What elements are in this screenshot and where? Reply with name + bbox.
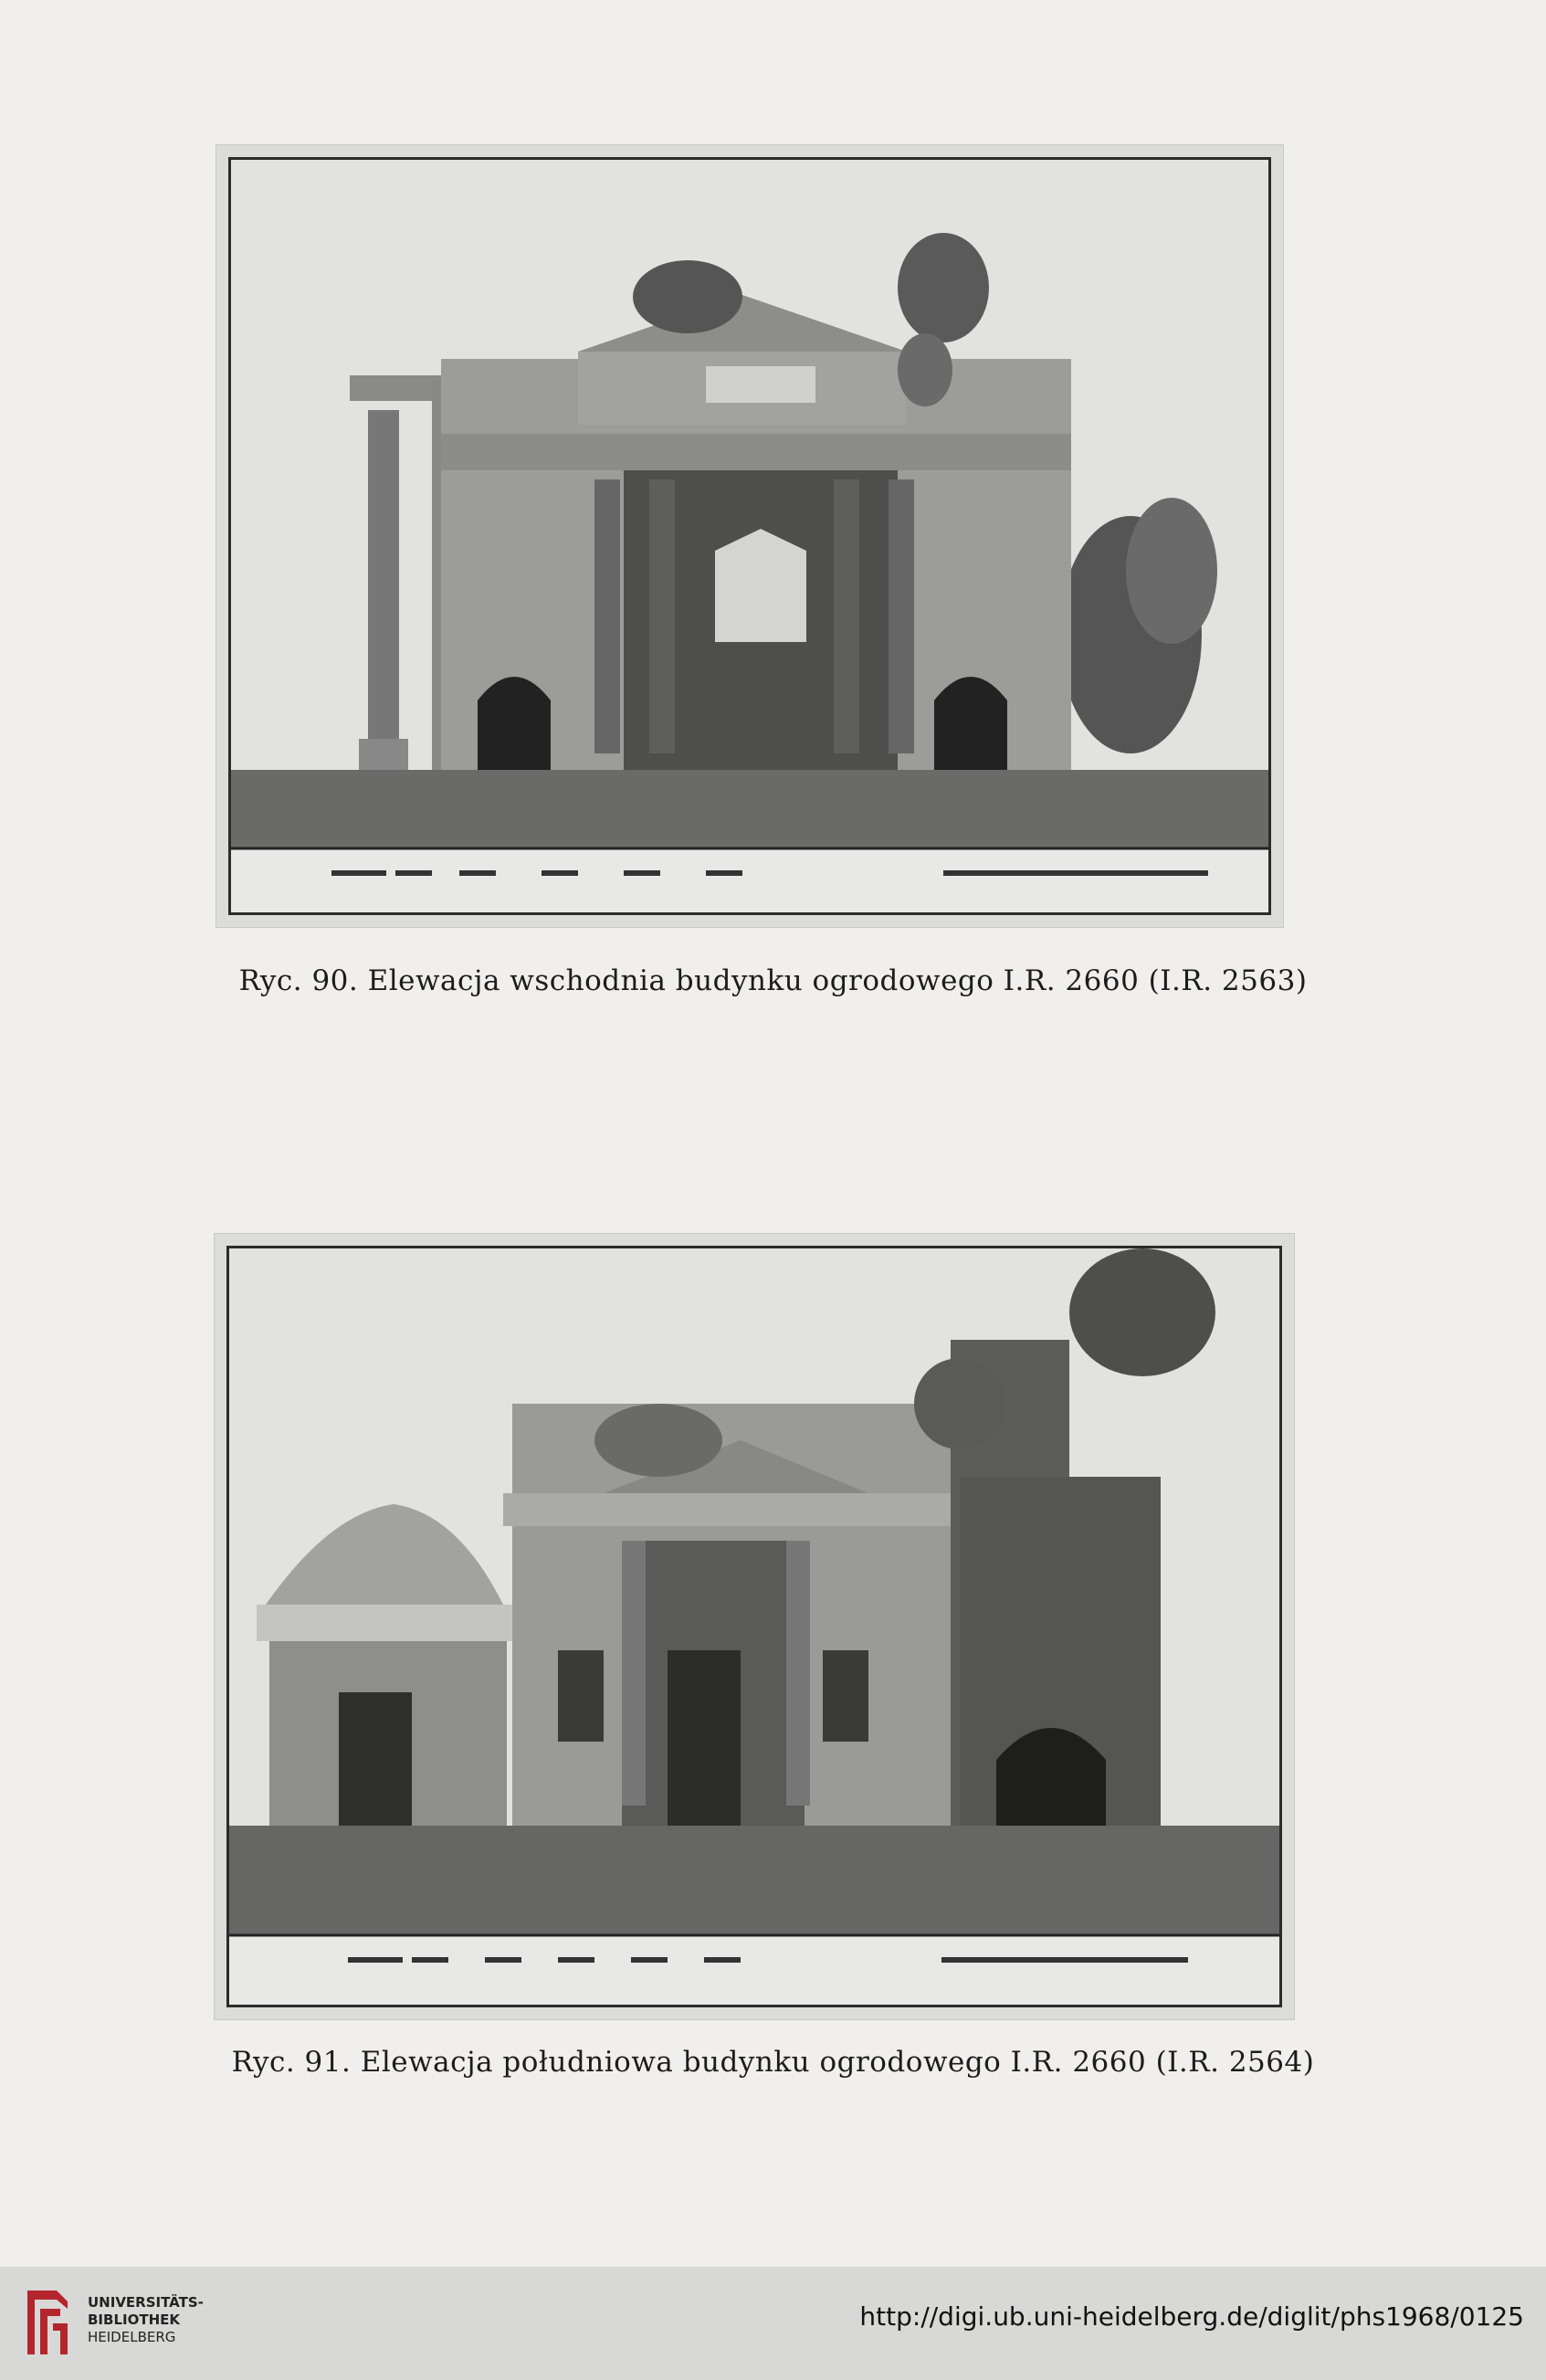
library-name-line-3: HEIDELBERG xyxy=(88,2329,176,2345)
digitization-footer xyxy=(0,2267,1546,2380)
library-logo-icon xyxy=(20,2281,75,2364)
figure-90-drawing xyxy=(228,157,1271,915)
library-name-line-2: BIBLIOTHEK xyxy=(88,2312,180,2328)
figure-91-plate xyxy=(214,1233,1295,2020)
figure-91-drawing xyxy=(226,1246,1282,2007)
library-name xyxy=(88,2294,204,2346)
library-name-line-1: UNIVERSITÄTS- xyxy=(88,2294,204,2311)
figure-90-plate xyxy=(216,144,1284,928)
figure-91-caption: Ryc. 91. Elewacja południowa budynku ogrodowego I.R. 2660 (I.R. 2564) xyxy=(231,2046,1315,2079)
figure-90-caption: Ryc. 90. Elewacja wschodnia budynku ogrodowego I.R. 2660 (I.R. 2563) xyxy=(238,964,1308,997)
source-url-link[interactable]: http://digi.ub.uni-heidelberg.de/diglit/phs1968/0125 xyxy=(859,2301,1524,2332)
south-elevation-drawing xyxy=(229,1248,1279,2005)
east-elevation-drawing xyxy=(231,160,1268,912)
